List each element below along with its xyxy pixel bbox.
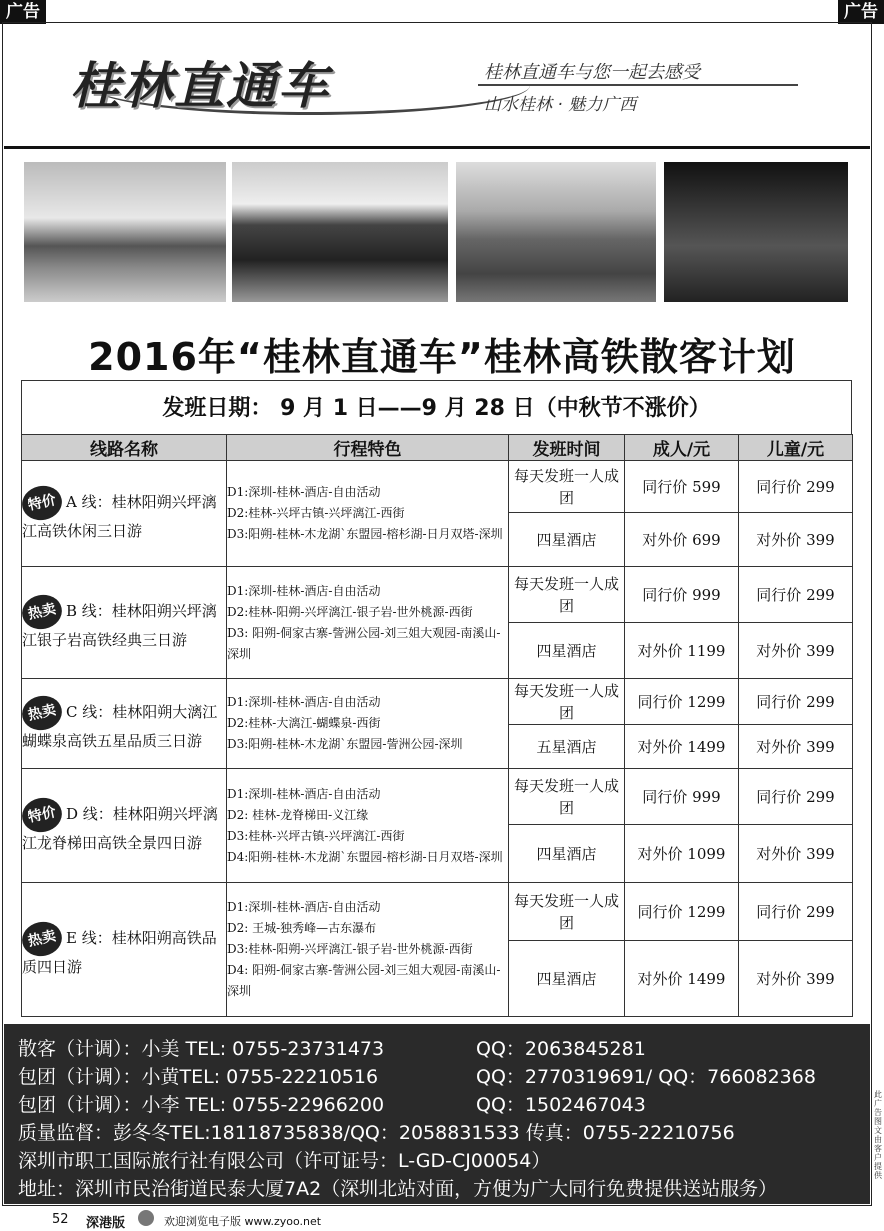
itinerary-day: D3:桂林-阳朔-兴坪漓江-银子岩-世外桃源-西街 — [227, 942, 473, 956]
table-row — [22, 461, 853, 513]
ad-label-right: 广告 — [838, 0, 884, 24]
adult-peer-price: 同行价 999 — [625, 769, 739, 825]
hot-sale-badge: 热卖 — [19, 591, 65, 633]
adult-public-price: 对外价 1099 — [625, 825, 739, 883]
route-name-cell — [22, 567, 227, 679]
edition-label: 深港版 — [86, 1216, 126, 1231]
itinerary-day: D1:深圳-桂林-酒店-自由活动 — [227, 786, 381, 801]
hotel-cell: 四星酒店 — [509, 513, 625, 567]
quality-supervision: 质量监督：彭冬冬TEL:18118735838/QQ：2058831533 传真：0755-22210756 — [18, 1122, 735, 1144]
col-itinerary: 行程特色 — [227, 435, 509, 461]
itinerary-cell — [227, 567, 509, 679]
adult-peer-price: 同行价 1299 — [625, 679, 739, 725]
route-name-cell — [22, 461, 227, 567]
itinerary-day: D2: 桂林-龙脊梯田-义江缘 — [227, 807, 369, 822]
footer-welcome: 欢迎浏览电子版 www.zyoo.net — [164, 1215, 322, 1228]
depart-cell: 每天发班一人成团 — [509, 567, 625, 623]
itinerary-day: D2:桂林-兴坪古镇-兴坪漓江-西街 — [227, 506, 405, 520]
itinerary-day: D3:阳朔-桂林-木龙湖`东盟园-榕杉湖-日月双塔-深圳 — [227, 527, 503, 541]
publication-logo-icon — [138, 1210, 154, 1226]
contact-group-planner-1: 包团（计调）：小黄TEL: 0755-22210516 — [18, 1066, 379, 1088]
itinerary-day: D3: 阳朔-侗家古寨-訾洲公园-刘三姐大观园-南溪山-深圳 — [227, 625, 501, 661]
child-peer-price: 同行价 299 — [739, 679, 853, 725]
schedule-text: 发班日期： 9 月 1 日——9 月 28 日（中秋节不涨价） — [162, 396, 711, 421]
side-disclaimer: 此广告图文由客户提供 — [874, 1090, 882, 1180]
photo-lanterns — [664, 162, 848, 302]
child-peer-price: 同行价 299 — [739, 461, 853, 513]
child-peer-price: 同行价 299 — [739, 769, 853, 825]
hotel-cell: 五星酒店 — [509, 725, 625, 769]
child-public-price: 对外价 399 — [739, 941, 853, 1017]
adult-public-price: 对外价 1199 — [625, 623, 739, 679]
itinerary-day: D2:桂林-大漓江-蝴蝶泉-西街 — [227, 716, 381, 730]
itinerary-cell — [227, 461, 509, 567]
table-row — [22, 567, 853, 623]
adult-public-price: 对外价 1499 — [625, 941, 739, 1017]
table-header-row — [22, 435, 853, 461]
schedule-box — [21, 380, 852, 435]
itinerary-day: D4: 阳朔-侗家古寨-訾洲公园-刘三姐大观园-南溪山-深圳 — [227, 963, 501, 998]
route-name: D 线：桂林阳朔兴坪漓江龙脊梯田高铁全景四日游 — [22, 804, 218, 852]
route-name: C 线：桂林阳朔大漓江蝴蝶泉高铁五星品质三日游 — [22, 702, 218, 750]
page-number: 52 — [52, 1212, 69, 1227]
contact-panel — [4, 1024, 870, 1204]
contact-group-qq-2: QQ：1502467043 — [476, 1094, 646, 1116]
photo-elephant-trunk-hill — [232, 162, 448, 302]
routes-table — [21, 434, 853, 1017]
company-name: 深圳市职工国际旅行社有限公司（许可证号：L-GD-CJ00054） — [18, 1150, 551, 1172]
itinerary-day: D1:深圳-桂林-酒店-自由活动 — [227, 695, 381, 709]
itinerary-day: D3:桂林-兴坪古镇-兴坪漓江-西街 — [227, 828, 405, 843]
child-peer-price: 同行价 299 — [739, 567, 853, 623]
itinerary-day: D1:深圳-桂林-酒店-自由活动 — [227, 900, 381, 914]
slogan-primary: 桂林直通车与您一起去感受 — [484, 62, 700, 83]
itinerary-day: D1:深圳-桂林-酒店-自由活动 — [227, 485, 381, 499]
special-price-badge: 特价 — [19, 794, 65, 836]
col-depart: 发班时间 — [509, 435, 625, 461]
hot-sale-badge: 热卖 — [19, 918, 65, 960]
slogan-secondary: 山水桂林 · 魅力广西 — [484, 95, 637, 115]
itinerary-day: D3:阳朔-桂林-木龙湖`东盟园-訾洲公园-深圳 — [227, 737, 463, 751]
adult-peer-price: 同行价 999 — [625, 567, 739, 623]
contact-group-qq-1: QQ：2770319691/ QQ：766082368 — [476, 1066, 816, 1088]
itinerary-day: D1:深圳-桂林-酒店-自由活动 — [227, 583, 381, 598]
hotel-cell: 四星酒店 — [509, 941, 625, 1017]
adult-peer-price: 同行价 599 — [625, 461, 739, 513]
depart-cell: 每天发班一人成团 — [509, 883, 625, 941]
logo-name: 桂林直通车 — [70, 56, 330, 115]
depart-cell: 每天发班一人成团 — [509, 461, 625, 513]
table-row — [22, 883, 853, 941]
contact-fit-qq: QQ：2063845281 — [476, 1038, 646, 1060]
table-row — [22, 769, 853, 825]
depart-cell: 每天发班一人成团 — [509, 679, 625, 725]
child-public-price: 对外价 399 — [739, 513, 853, 567]
col-child: 儿童/元 — [739, 435, 853, 461]
depart-cell: 每天发班一人成团 — [509, 769, 625, 825]
route-name-cell — [22, 679, 227, 769]
photo-rice-terraces — [456, 162, 656, 302]
route-name-cell — [22, 883, 227, 1017]
child-peer-price: 同行价 299 — [739, 883, 853, 941]
col-route-name: 线路名称 — [22, 435, 227, 461]
table-row — [22, 679, 853, 725]
contact-group-planner-2: 包团（计调）：小李 TEL: 0755-22966200 — [18, 1094, 385, 1116]
itinerary-day: D4:阳朔-桂林-木龙湖`东盟园-榕杉湖-日月双塔-深圳 — [227, 849, 503, 864]
contact-fit-planner: 散客（计调）：小美 TEL: 0755-23731473 — [18, 1038, 385, 1060]
ad-label-left: 广告 — [0, 0, 46, 24]
hotel-cell: 四星酒店 — [509, 825, 625, 883]
brand-logo — [70, 46, 790, 126]
route-name: B 线：桂林阳朔兴坪漓江银子岩高铁经典三日游 — [22, 601, 217, 649]
special-price-badge: 特价 — [19, 482, 65, 524]
itinerary-cell — [227, 769, 509, 883]
child-public-price: 对外价 399 — [739, 725, 853, 769]
company-address: 地址：深圳市民治街道民泰大厦7A2（深圳北站对面，方便为广大同行免费提供送站服务） — [18, 1178, 778, 1200]
itinerary-cell — [227, 679, 509, 769]
hotel-cell: 四星酒店 — [509, 623, 625, 679]
route-name: A 线：桂林阳朔兴坪漓江高铁休闲三日游 — [22, 492, 217, 540]
header-rule — [4, 146, 870, 149]
child-public-price: 对外价 399 — [739, 825, 853, 883]
page-title: 2016年“桂林直通车”桂林高铁散客计划 — [88, 335, 796, 379]
col-adult: 成人/元 — [625, 435, 739, 461]
child-public-price: 对外价 399 — [739, 623, 853, 679]
page-footer — [0, 1208, 884, 1230]
route-name: E 线：桂林阳朔高铁品质四日游 — [22, 928, 217, 976]
slogan-divider — [478, 84, 798, 86]
hot-sale-badge: 热卖 — [19, 692, 65, 734]
adult-peer-price: 同行价 1299 — [625, 883, 739, 941]
route-name-cell — [22, 769, 227, 883]
itinerary-day: D2: 王城-独秀峰—古东瀑布 — [227, 921, 377, 935]
photo-li-river — [24, 162, 226, 302]
itinerary-cell — [227, 883, 509, 1017]
adult-public-price: 对外价 699 — [625, 513, 739, 567]
itinerary-day: D2:桂林-阳朔-兴坪漓江-银子岩-世外桃源-西街 — [227, 604, 473, 619]
adult-public-price: 对外价 1499 — [625, 725, 739, 769]
